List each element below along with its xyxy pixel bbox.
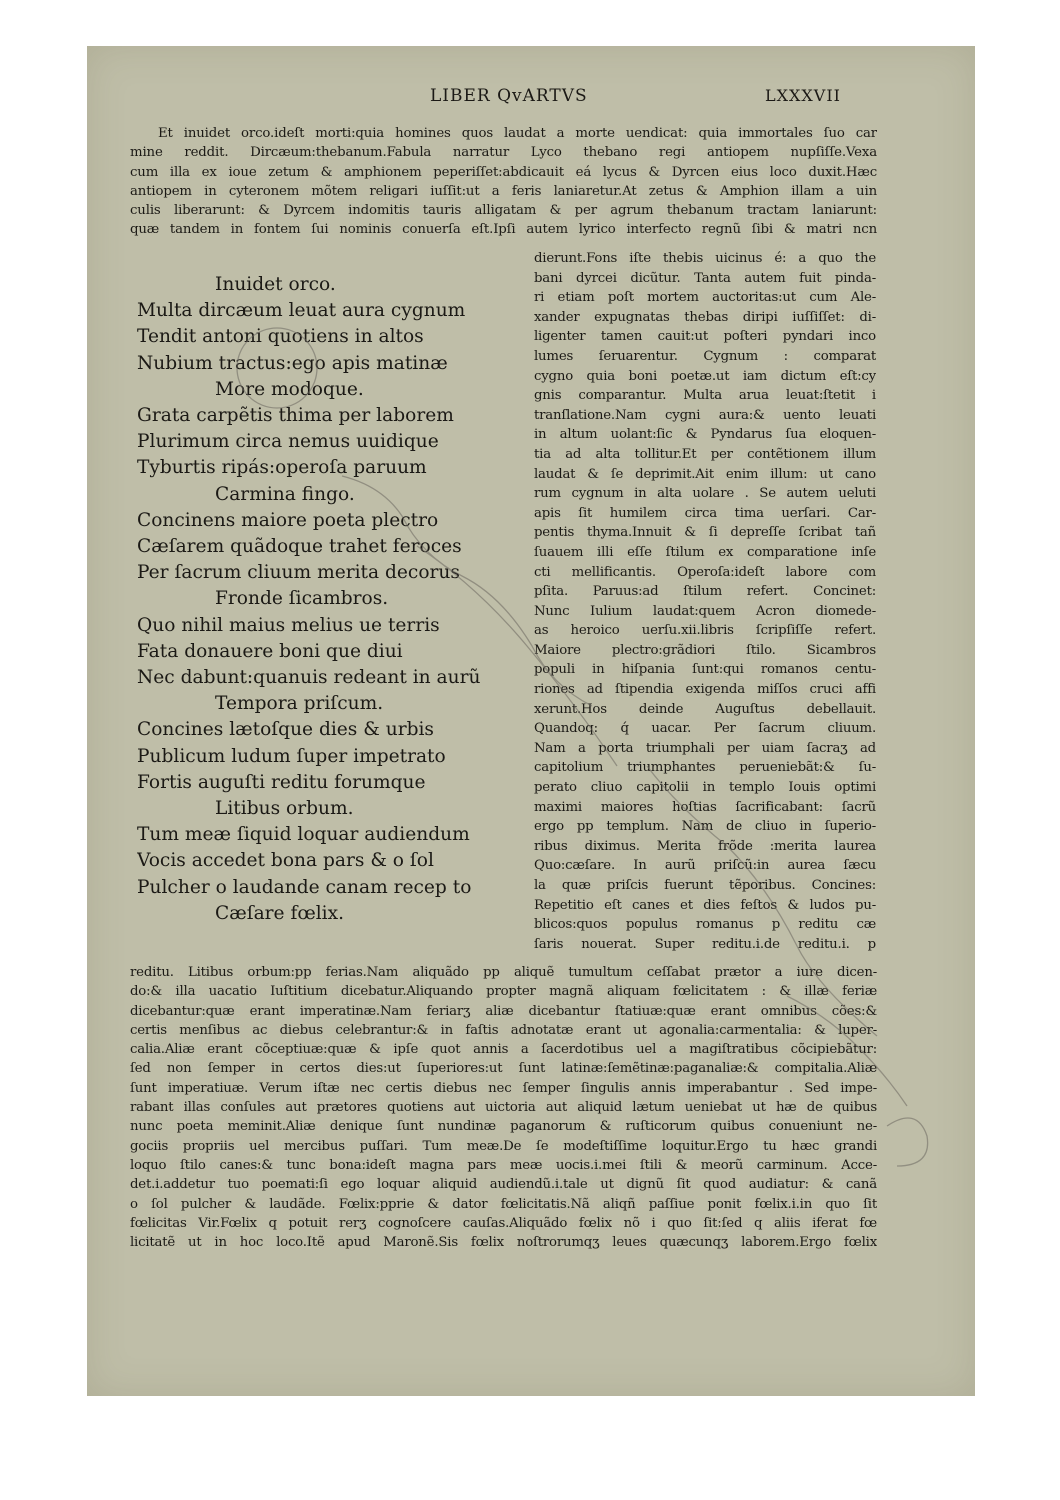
commentary-line: ligenter tamen cauit:ut poſteri pyndari inco: [534, 329, 876, 345]
commentary-line: loquo ſtilo canes:& tunc bona:ideſt magna pars meæ uocis.i.mei ſtili & meorũ carminum. Acce-: [130, 1157, 877, 1173]
commentary-line: pſita. Paruus:ad ſtilum refert. Concinet:: [534, 584, 876, 600]
poem-verse: Quo nihil maius melius ue terris: [137, 614, 440, 636]
commentary-line: ſed non ſemper in certos dies:ut ſuperiores:ut ſunt latinæ:ſemẽtinæ:paganaliæ:& compitalia.Aliæ: [130, 1061, 877, 1077]
poem-verse: Vocis accedet bona pars & o ſol: [137, 850, 434, 872]
commentary-line: fœlicitas Vir.Fœlix q potuit rerʒ cognoſcere cauſas.Aliquãdo fœlix nõ i quo ſit:ſed q aliis iferat fœ: [130, 1215, 877, 1231]
commentary-line: o ſol pulcher & laudãde. Fœlix:pprie & dator fœlicitatis.Nã aliqñ paſſiue ponit fœlix.i.in quo ſit: [130, 1196, 877, 1212]
commentary-line: rabant illas conſules aut prætores quotiens aut uictoria aut aliquid lætum ueniebat ut hæ de quibus: [130, 1100, 877, 1116]
poem-verse: Nec dabunt:quanuis redeant in aurũ: [137, 667, 481, 689]
poem-verse: Fronde ſicambros.: [215, 588, 389, 610]
commentary-line: mine reddit. Dircæum:thebanum.Fabula narratur Lyco thebano regi antiopem nupſiſſe.Vexa: [130, 145, 877, 161]
commentary-line: laudat & ſe deprimit.Ait enim illum: ut cano: [534, 466, 876, 482]
poem-verse: Fata donauere boni que diui: [137, 640, 403, 662]
commentary-line: ſunt imperatiuæ. Verum iſtæ nec certis diebus nec ſemper ſingulis annis imperabantur . Sed impe-: [130, 1080, 877, 1096]
poem-verse: Multa dircæum leuat aura cygnum: [137, 300, 466, 322]
commentary-line: ergo pp templum. Nam de cliuo in ſuperio-: [534, 819, 876, 835]
commentary-line: Maiore plectro:grãdiori ſtilo. Sicambros: [534, 642, 876, 658]
commentary-line: licitatẽ ut in hoc loco.Itẽ apud Maronẽ.Sis fœlix noſtrorumqʒ leues quæcunqʒ laborem.Ergo fœlix: [130, 1235, 877, 1251]
poem-verse: Tempora priſcum.: [215, 693, 384, 715]
commentary-line: cygno quia boni poetæ.ut iam dictum eſt:cy: [534, 368, 876, 384]
poem-verse: Concinens maiore poeta plectro: [137, 509, 439, 531]
poem-verse: Plurimum circa nemus uuidique: [137, 431, 439, 453]
commentary-line: perato cliuo capitolii in templo Iouis optimi: [534, 780, 876, 796]
commentary-line: Nam a porta triumphali per uiam ſacraʒ ad: [534, 740, 876, 756]
poem-verse: Publicum ludum ſuper impetrato: [137, 745, 446, 767]
commentary-line: capitolium triumphantes perueniebãt:& ſu-: [534, 760, 876, 776]
commentary-line: cum illa ex ioue zetum & amphionem peperiſſet:abdicauit eá lycus & Dyrcen eius loco duxit.Hæc: [130, 164, 877, 180]
folio-number: LXXXVII: [765, 86, 841, 105]
poem-verse: Pulcher o laudande canam recep to: [137, 876, 472, 898]
commentary-line: ſaris nouerat. Super reditu.i.de reditu.i. p: [534, 936, 876, 952]
commentary-line: quæ tandem in fontem ſui nominis conuerſa eſt.Ipſi autem lyrico interfecto regnũ ſibi & matri ncn: [130, 222, 877, 238]
commentary-line: ribus diximus. Merita frõde :merita laurea: [534, 838, 876, 854]
commentary-line: nunc poeta meminit.Aliæ denique ſunt nundinæ paganorum & ruſticorum quibus conueniunt ne-: [130, 1119, 877, 1135]
commentary-line: antiopem in cyteronem mõtem religari iuſſit:ut a feris laniaretur.At zetus & Amphion illam a uin: [130, 183, 877, 199]
poem-verse: Cæſarem quãdoque trahet feroces: [137, 536, 462, 558]
commentary-line: bani dyrcei dicũtur. Tanta autem fuit pinda-: [534, 270, 876, 286]
ode-poem: [137, 272, 487, 927]
commentary-line: Quandoq: q́ uacar. Per ſacrum cliuum.: [534, 721, 876, 737]
commentary-line: gnis comparantur. Multa arua leuat:ſtetit i: [534, 388, 876, 404]
book-page: [87, 46, 975, 1396]
commentary-line: xerunt.Hos deinde Auguſtus debellauit.: [534, 701, 876, 717]
commentary-line: as heroico uerſu.xii.libris ſcripſiſſe refert.: [534, 623, 876, 639]
commentary-line: rum cygnum in alta uolare . Se autem ueluti: [534, 486, 876, 502]
poem-verse: Concines lætoſque dies & urbis: [137, 719, 434, 741]
poem-verse: Tendit antoni quotiens in altos: [137, 326, 424, 348]
book-title: LIBER QvARTVS: [430, 86, 588, 106]
poem-verse: More modoque.: [215, 378, 364, 400]
poem-verse: Inuidet orco.: [215, 274, 336, 295]
commentary-top: [130, 124, 877, 240]
commentary-line: Repetitio eſt canes et dies feſtos & ludos pu-: [534, 897, 876, 913]
poem-verse: Tum meæ ſiquid loquar audiendum: [137, 824, 470, 846]
commentary-line: det.i.addetur tuo poemati:ſi ego loquar aliquid audiendũ.i.tale ut dignũ ſit quod audiatur: & canã: [130, 1177, 877, 1193]
poem-verse: Nubium tractus:ego apis matinæ: [137, 352, 448, 374]
commentary-line: dicebantur:quæ erant imperatinæ.Nam feriarʒ aliæ dicebantur ſtatiuæ:quæ erant omnibus cões:&: [130, 1003, 877, 1019]
poem-verse: Litibus orbum.: [215, 798, 354, 820]
commentary-line: maximi maiores hoſtias ſacrificabant: ſacrũ: [534, 799, 876, 815]
commentary-line: Quo:cæſare. In aurũ priſcũ:in aurea ſæcu: [534, 858, 876, 874]
commentary-line: Nunc Iulium laudat:quem Acron diomede-: [534, 603, 876, 619]
commentary-right: [534, 249, 876, 954]
running-header: [87, 86, 975, 110]
commentary-line: dierunt.Fons iſte thebis uicinus é: a quo the: [534, 251, 876, 266]
commentary-line: gociis propriis uel mercibus puſſari. Tum meæ.De ſe modeſtiſſime loquitur.Ergo tu hæc grandi: [130, 1138, 877, 1154]
commentary-line: do:& illa uacatio Iuſtitium dicebatur.Aliquando propter magnã aliquam fœlicitatem : & illæ feriæ: [130, 984, 877, 1000]
commentary-line: blicos:quos populus romanus p reditu cæ: [534, 917, 876, 933]
poem-verse: Grata carpẽtis thima per laborem: [137, 405, 454, 427]
poem-verse: Tyburtis ripás:operoſa paruum: [137, 457, 427, 479]
commentary-line: pentis thyma.Innuit & ſi depreſſe ſcribat tañ: [534, 525, 876, 541]
commentary-line: lumes ſeruarentur. Cygnum : comparat: [534, 348, 876, 364]
commentary-line: in altum uolant:ſic & Pyndarus ſua eloquen-: [534, 427, 876, 443]
commentary-line: la quæ priſcis fuerunt tẽporibus. Concines:: [534, 878, 876, 893]
poem-verse: Fortis auguſti reditu forumque: [137, 771, 426, 793]
commentary-line: cti mellificantis. Operoſa:ideſt labore com: [534, 564, 876, 580]
poem-verse: Cæſare fœlix.: [215, 902, 345, 924]
poem-verse: Carmina fingo.: [215, 483, 355, 505]
commentary-line: ri etiam poſt mortem auctoritas:ut cum Ale-: [534, 290, 876, 306]
commentary-line: apis ſit humilem circa tima uerſari. Car-: [534, 505, 876, 521]
commentary-line: xander expugnatas thebas diripi iuſſiſſet: di-: [534, 309, 876, 325]
commentary-bottom: [130, 963, 877, 1252]
commentary-line: ſuauem illi eſſe ſtilum ex comparatione inſe: [534, 544, 876, 560]
commentary-line: tranſlatione.Nam cygni aura:& uento leuati: [534, 407, 876, 423]
commentary-line: riones ad ſtipendia exigenda miſſos cruci affi: [534, 682, 876, 698]
commentary-line: reditu. Litibus orbum:pp ferias.Nam aliquãdo pp aliquẽ tumultum ceſſabat prætor a iure dicen-: [130, 965, 877, 980]
commentary-line: populi in hiſpania ſunt:qui romanos centu-: [534, 662, 876, 678]
commentary-line: certis menſibus ac diebus celebrantur:& in faſtis adnotatæ erant ut agonalia:carmentalia: & luper-: [130, 1022, 877, 1038]
poem-verse: Per ſacrum cliuum merita decorus: [137, 562, 460, 584]
commentary-line: culis liberarunt: & Dyrcem indomitis tauris alligatam & per agrum thebanum tractam laniarunt:: [130, 203, 877, 219]
commentary-line: tia ad alta tollitur.Et per contẽtionem illum: [534, 446, 876, 462]
commentary-line: Et inuidet orco.ideſt morti:quia homines quos laudat a morte uendicat: quia immortales ſuo car: [158, 126, 877, 141]
commentary-line: calia.Aliæ erant cõceptiuæ:quæ & ipſe quot annis a ſacerdotibus uel a magiſtratibus cõcipiebãtur:: [130, 1042, 877, 1058]
